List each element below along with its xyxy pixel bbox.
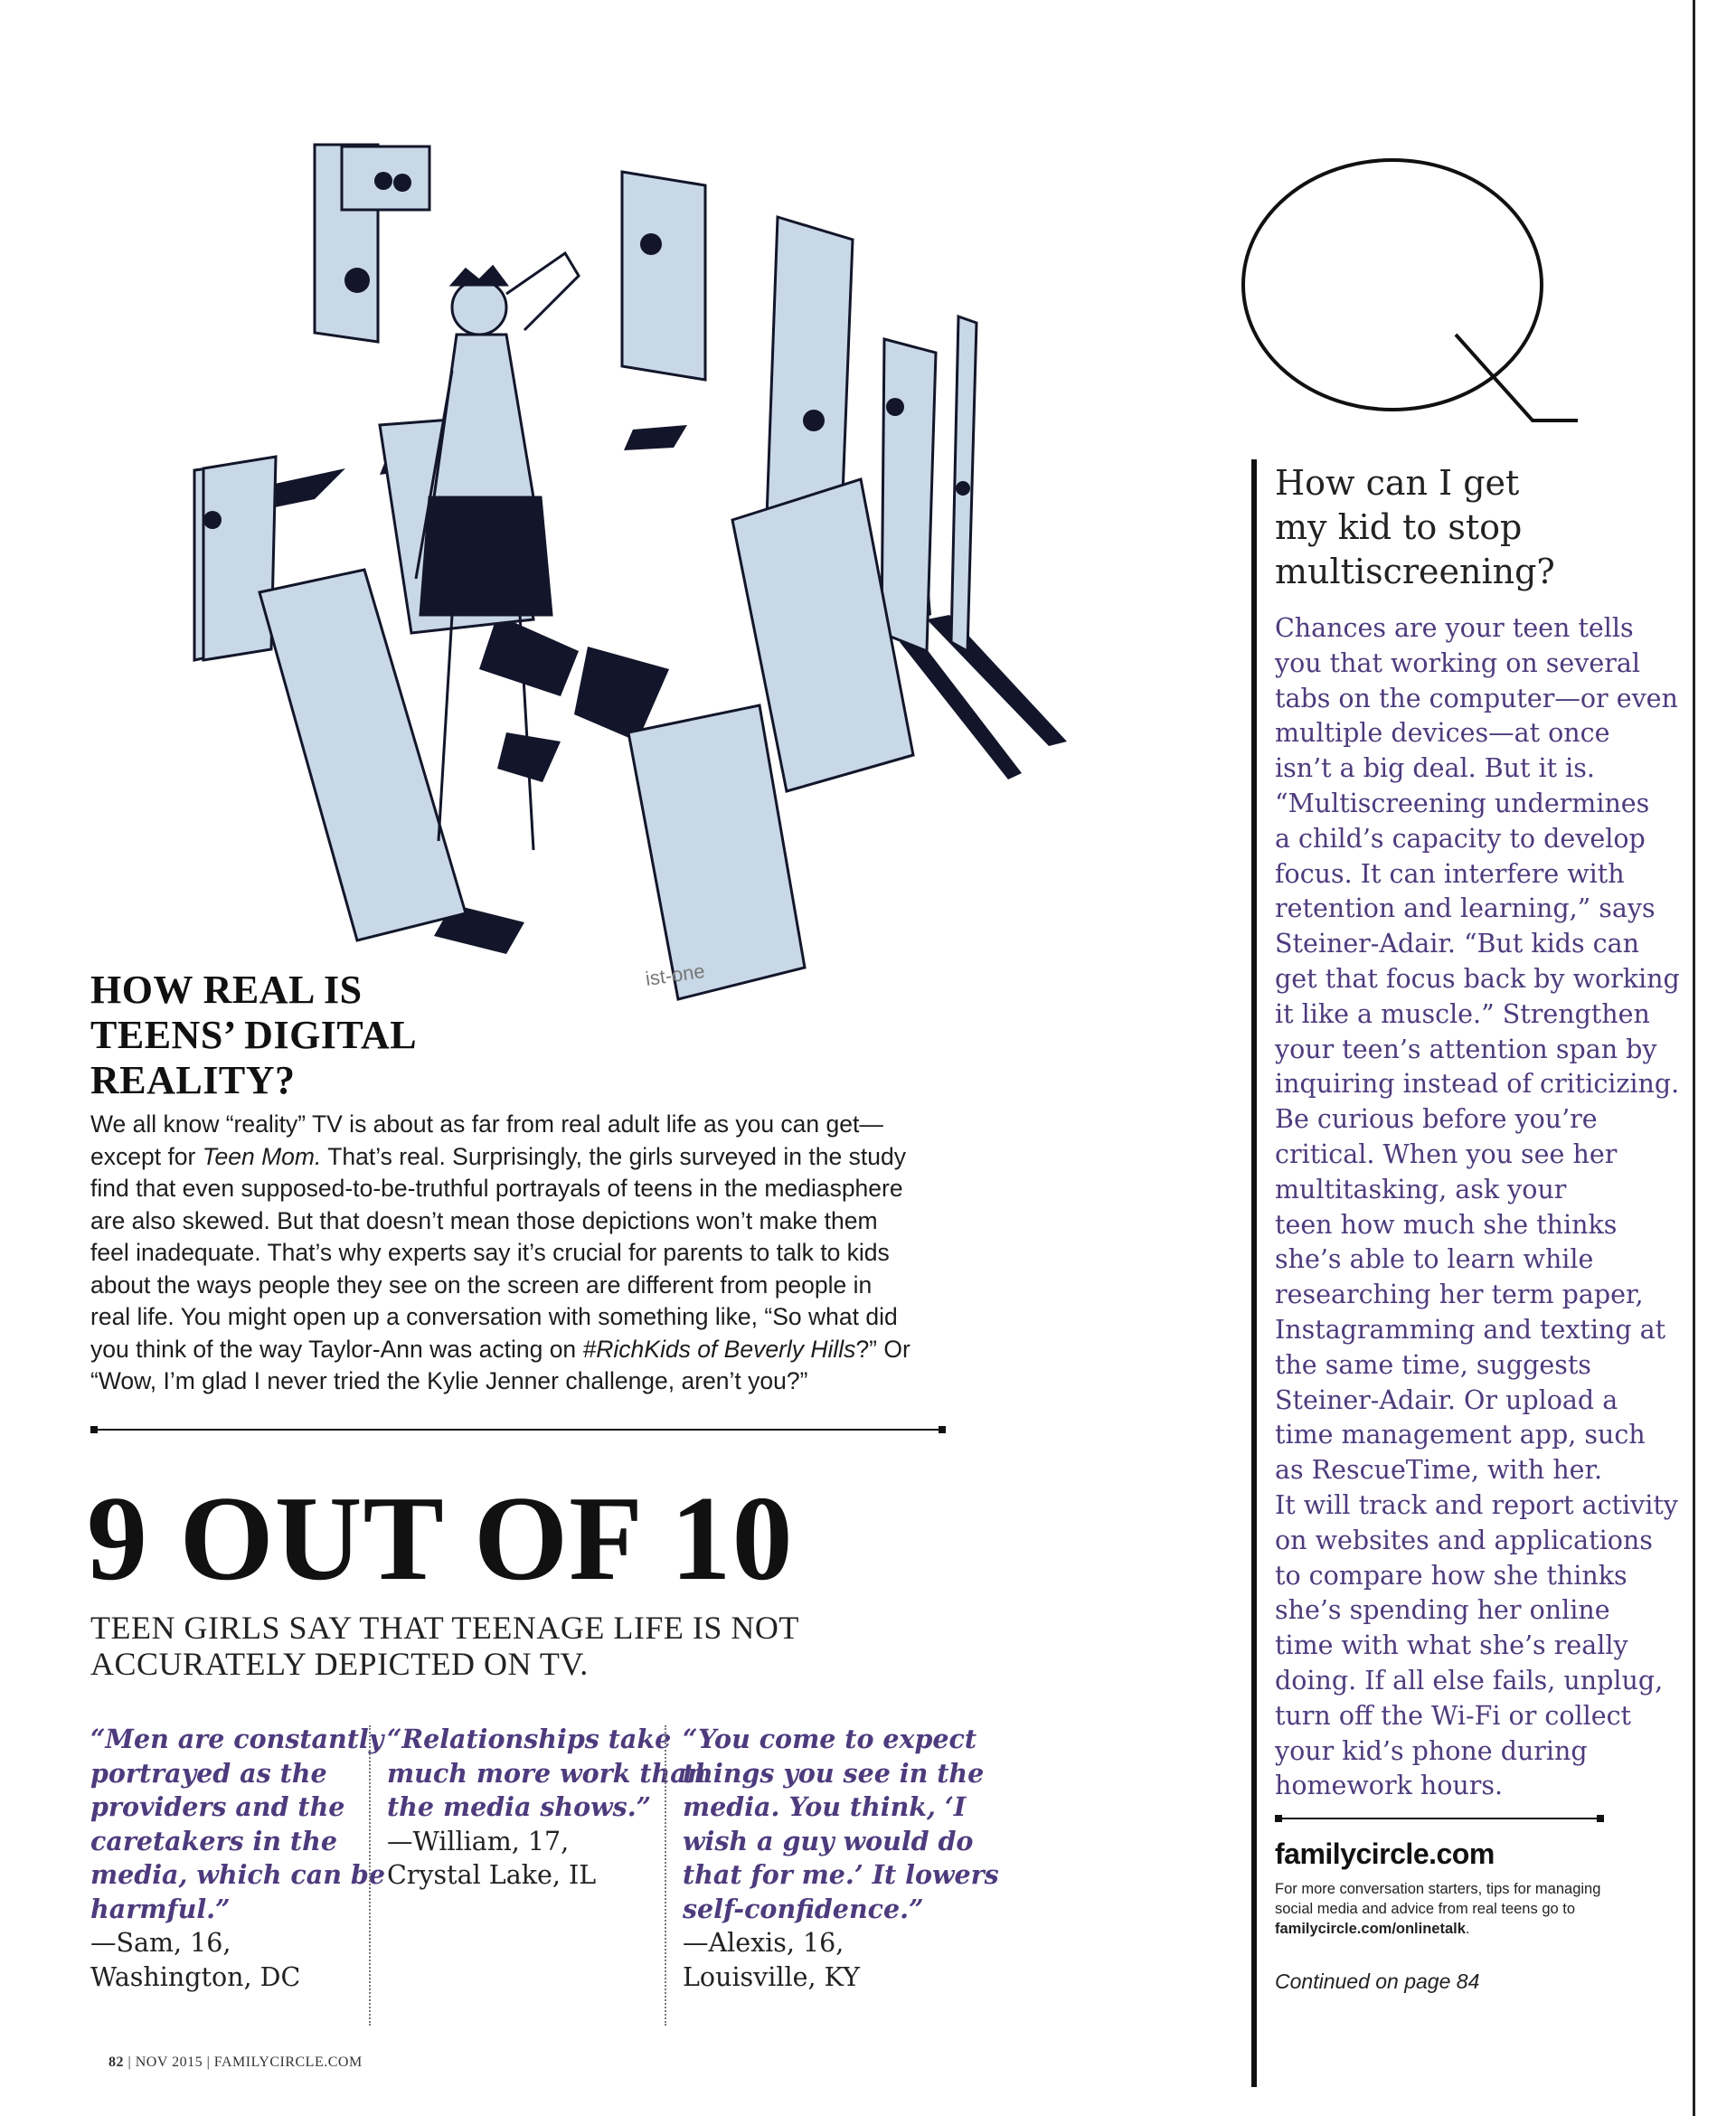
sidebar-divider (1275, 1818, 1604, 1819)
body-line: real life. You might open up a conversation with something like, “So what did (90, 1303, 898, 1330)
artist-signature: ist-one (644, 959, 707, 990)
headline-line: TEENS’ DIGITAL (90, 1013, 418, 1057)
quote-sam (90, 1723, 385, 1994)
attribution-line: —William, 17, (387, 1826, 570, 1856)
answer-line: Chances are your teen tells (1275, 613, 1634, 643)
site-note-line: For more conversation starters, tips for managing (1275, 1881, 1601, 1897)
body-line (90, 1334, 958, 1366)
answer-line: Instagramming and texting at (1275, 1314, 1666, 1345)
quote-line: much more work than (387, 1757, 706, 1789)
quote-attribution (683, 1926, 954, 1994)
question-title (1275, 461, 1637, 594)
show-title: #RichKids of Beverly Hills (582, 1335, 856, 1363)
answer-line: inquiring instead of criticizing. (1275, 1069, 1680, 1100)
footer-separator: | (206, 2055, 211, 2070)
answer-line: critical. When you see her (1275, 1138, 1618, 1169)
site-note-period: . (1465, 1921, 1470, 1937)
quote-alexis (683, 1723, 999, 1994)
page-footer (108, 2055, 363, 2071)
body-text: except for (90, 1142, 203, 1170)
answer-line: your kid’s phone during (1275, 1735, 1588, 1766)
answer-line: get that focus back by working (1275, 963, 1680, 994)
body-line: “Wow, I’m glad I never tried the Kylie Jenner challenge, aren’t you?” (90, 1367, 808, 1394)
quote-text (387, 1723, 706, 1825)
quote-line: “Relationships take (387, 1724, 672, 1754)
quote-line: media. You think, ‘I (683, 1791, 967, 1822)
headline-line: REALITY? (90, 1058, 296, 1102)
stat-subtitle (90, 1610, 958, 1682)
headline-line: HOW REAL IS (90, 968, 363, 1012)
answer-line: focus. It can interfere with (1275, 858, 1625, 889)
quote-text (683, 1723, 999, 1926)
quote-line: self-confidence.” (683, 1893, 924, 1924)
stat-headline: 9 OUT OF 10 (87, 1471, 794, 1605)
mirrors-illustration (108, 109, 1067, 1112)
answer-line: it like a muscle.” Strengthen (1275, 998, 1650, 1029)
quote-attribution (90, 1926, 353, 1994)
body-line: feel inadequate. That’s why experts say it’s crucial for parents to talk to kids (90, 1239, 890, 1266)
answer-line: retention and learning,” says (1275, 893, 1656, 924)
question-line: How can I get (1275, 463, 1520, 503)
footer-separator: | (127, 2055, 132, 2070)
answer-line: she’s able to learn while (1275, 1244, 1594, 1275)
answer-line: time management app, such (1275, 1420, 1646, 1450)
article-headline (90, 968, 561, 1103)
body-line: find that even supposed-to-be-truthful portrayals of teens in the mediasphere (90, 1175, 903, 1202)
answer-line: Be curious before you’re (1275, 1104, 1598, 1135)
answer-line: teen how much she thinks (1275, 1209, 1618, 1240)
question-line: multiscreening? (1275, 552, 1555, 591)
issue-date: NOV 2015 (135, 2055, 203, 2070)
quote-line: “Men are constantly (90, 1724, 384, 1754)
answer-line: multiple devices—at once (1275, 718, 1610, 749)
answer-line: Steiner-Adair. “But kids can (1275, 929, 1639, 959)
quote-line: wish a guy would do (683, 1825, 974, 1856)
attribution-line: —Alexis, 16, (683, 1928, 844, 1958)
answer-line: the same time, suggests (1275, 1349, 1591, 1380)
answer-line: It will track and report activity (1275, 1489, 1678, 1520)
quote-text (90, 1723, 385, 1926)
attribution-line: —Sam, 16, (90, 1928, 231, 1958)
answer-line: homework hours. (1275, 1771, 1504, 1801)
body-line: about the ways people they see on the screen are different from people in (90, 1271, 873, 1299)
footer-site: FAMILYCIRCLE.COM (213, 2055, 363, 2070)
quote-line: providers and the (90, 1791, 345, 1822)
body-text: ?” Or (855, 1335, 910, 1363)
quote-line: “You come to expect (683, 1724, 977, 1754)
continued-note: Continued on page 84 (1275, 1970, 1480, 1993)
body-line: are also skewed. But that doesn’t mean those depictions won’t make them (90, 1206, 878, 1234)
stat-subtitle-line: ACCURATELY DEPICTED ON TV. (90, 1646, 589, 1682)
answer-line: Steiner-Adair. Or upload a (1275, 1384, 1618, 1415)
show-title: Teen Mom. (202, 1142, 322, 1170)
answer-line: isn’t a big deal. But it is. (1275, 753, 1595, 784)
site-note-link[interactable]: familycircle.com/onlinetalk (1275, 1921, 1466, 1937)
answer-line: turn off the Wi-Fi or collect (1275, 1700, 1632, 1731)
article-body (90, 1109, 958, 1398)
body-text: That’s real. Surprisingly, the girls surveyed in the study (321, 1142, 906, 1170)
answer-line: “Multiscreening undermines (1275, 788, 1650, 818)
column-divider (369, 1725, 371, 2026)
body-line: We all know “reality” TV is about as far from real adult life as you can get— (90, 1110, 883, 1138)
quote-line: media, which can be (90, 1859, 385, 1890)
attribution-line: Washington, DC (90, 1961, 301, 1992)
answer-line: multitasking, ask your (1275, 1174, 1567, 1204)
column-accent-bar (1251, 459, 1257, 2087)
body-line (90, 1141, 958, 1174)
answer-line: your teen’s attention span by (1275, 1034, 1657, 1064)
answer-line: on websites and applications (1275, 1525, 1653, 1555)
quote-attribution (387, 1825, 658, 1893)
answer-line: doing. If all else fails, unplug, (1275, 1665, 1664, 1696)
answer-line: as RescueTime, with her. (1275, 1455, 1603, 1486)
answer-line: a child’s capacity to develop (1275, 823, 1646, 854)
figure (416, 253, 579, 850)
quote-line: portrayed as the (90, 1757, 327, 1789)
quote-line: things you see in the (683, 1757, 985, 1789)
section-divider (90, 1429, 946, 1431)
answer-text (1275, 611, 1680, 1804)
question-line: my kid to stop (1275, 507, 1523, 547)
quote-line: harmful.” (90, 1893, 231, 1924)
answer-line: time with what she’s really (1275, 1630, 1628, 1661)
quote-william (387, 1723, 706, 1893)
quote-line: caretakers in the (90, 1825, 337, 1856)
big-q-letter (1234, 149, 1578, 439)
site-note-text: social media and advice from real teens go to (1275, 1901, 1576, 1917)
quote-line: the media shows.” (387, 1791, 652, 1822)
column-divider (665, 1725, 666, 2026)
site-title: familycircle.com (1275, 1837, 1495, 1870)
body-text: you think of the way Taylor-Ann was acting on (90, 1335, 583, 1363)
site-note (1275, 1879, 1637, 1939)
answer-line: you that working on several (1275, 647, 1640, 678)
answer-line: she’s spending her online (1275, 1595, 1610, 1626)
quote-line: that for me.’ It lowers (683, 1859, 999, 1890)
mirror-panels (194, 145, 976, 999)
attribution-line: Louisville, KY (683, 1961, 860, 1992)
big-q-text: Q (1234, 149, 1235, 150)
attribution-line: Crystal Lake, IL (387, 1860, 597, 1890)
site-note-line (1275, 1919, 1637, 1939)
answer-line: researching her term paper, (1275, 1280, 1644, 1310)
site-note-line (1275, 1899, 1637, 1919)
page-edge-rule (1693, 0, 1695, 2116)
answer-line: tabs on the computer—or even (1275, 683, 1678, 713)
answer-line: to compare how she thinks (1275, 1560, 1628, 1591)
page-number: 82 (108, 2055, 124, 2070)
stat-subtitle-line: TEEN GIRLS SAY THAT TEENAGE LIFE IS NOT (90, 1610, 799, 1646)
